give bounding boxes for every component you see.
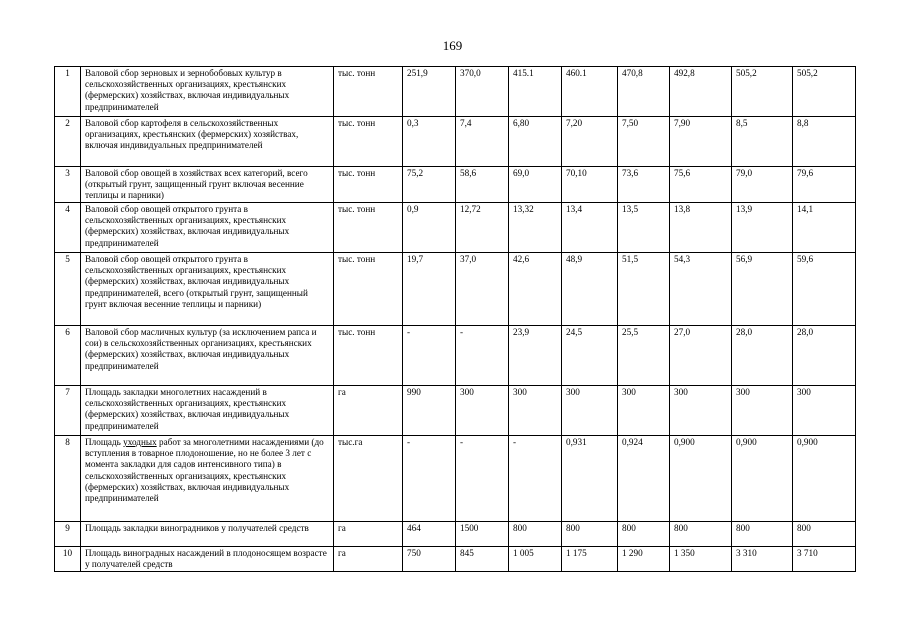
- value-cell: 0,931: [562, 436, 618, 522]
- value-cell: 1500: [456, 522, 509, 547]
- value-cell: 1 175: [562, 547, 618, 572]
- value-cell: 56,9: [732, 253, 793, 326]
- value-cell: -: [456, 436, 509, 522]
- value-cell: 79,0: [732, 167, 793, 203]
- value-cell: 54,3: [670, 253, 732, 326]
- value-cell: 75,2: [403, 167, 456, 203]
- value-cell: 800: [793, 522, 856, 547]
- value-cell: 51,5: [618, 253, 670, 326]
- row-number: 8: [55, 436, 81, 522]
- row-number: 6: [55, 326, 81, 386]
- value-cell: 7,90: [670, 117, 732, 167]
- page-number: 169: [442, 38, 463, 53]
- value-cell: 0,900: [793, 436, 856, 522]
- row-number: 7: [55, 386, 81, 436]
- table-row: [55, 547, 856, 572]
- value-cell: 75,6: [670, 167, 732, 203]
- value-cell: -: [509, 436, 562, 522]
- value-cell: 492,8: [670, 67, 732, 117]
- value-cell: 505,2: [793, 67, 856, 117]
- value-cell: 505,2: [732, 67, 793, 117]
- value-cell: 27,0: [670, 326, 732, 386]
- table-row: [55, 117, 856, 167]
- value-cell: 0,900: [732, 436, 793, 522]
- table-row: [55, 253, 856, 326]
- value-cell: 300: [456, 386, 509, 436]
- value-cell: 800: [732, 522, 793, 547]
- indicator-name: Площадь закладки виноградников у получателей средств: [81, 522, 334, 547]
- value-cell: 300: [618, 386, 670, 436]
- table-row: [55, 386, 856, 436]
- value-cell: 3 310: [732, 547, 793, 572]
- value-cell: 70,10: [562, 167, 618, 203]
- value-cell: 1 005: [509, 547, 562, 572]
- value-cell: 42,6: [509, 253, 562, 326]
- value-cell: 3 710: [793, 547, 856, 572]
- value-cell: 470,8: [618, 67, 670, 117]
- value-cell: 23,9: [509, 326, 562, 386]
- value-cell: 25,5: [618, 326, 670, 386]
- row-number: 4: [55, 203, 81, 253]
- value-cell: 14,1: [793, 203, 856, 253]
- table-row: [55, 167, 856, 203]
- value-cell: 8,5: [732, 117, 793, 167]
- unit-cell: тыс. тонн: [334, 203, 403, 253]
- value-cell: 48,9: [562, 253, 618, 326]
- value-cell: 13,5: [618, 203, 670, 253]
- value-cell: 12,72: [456, 203, 509, 253]
- indicator-name-part: Площадь: [85, 437, 124, 447]
- value-cell: 0,9: [403, 203, 456, 253]
- value-cell: 0,3: [403, 117, 456, 167]
- value-cell: 800: [509, 522, 562, 547]
- value-cell: 7,50: [618, 117, 670, 167]
- value-cell: 7,4: [456, 117, 509, 167]
- indicator-name-underlined: уходных: [123, 437, 157, 447]
- value-cell: -: [456, 326, 509, 386]
- value-cell: 300: [732, 386, 793, 436]
- indicator-name: Площадь закладки многолетних насаждений в сельскохозяйственных организациях, крестьянских (фермерских) хозяйствах, включая индивидуальных предпринимателей: [81, 386, 334, 436]
- unit-cell: га: [334, 386, 403, 436]
- unit-cell: тыс. тонн: [334, 326, 403, 386]
- value-cell: 845: [456, 547, 509, 572]
- indicator-name: Валовой сбор овощей открытого грунта в сельскохозяйственных организациях, крестьянских (фермерских) хозяйствах, включая индивидуальных предпринимателей, всего (открытый грунт, защищенный грунт включая весенние теплицы и парники): [81, 253, 334, 326]
- value-cell: 19,7: [403, 253, 456, 326]
- value-cell: 37,0: [456, 253, 509, 326]
- indicator-name: Валовой сбор масличных культур (за исключением рапса и сои) в сельскохозяйственных организациях, крестьянских (фермерских) хозяйствах, включая индивидуальных предпринимателей: [81, 326, 334, 386]
- value-cell: 28,0: [732, 326, 793, 386]
- value-cell: 750: [403, 547, 456, 572]
- value-cell: 79,6: [793, 167, 856, 203]
- value-cell: 59,6: [793, 253, 856, 326]
- value-cell: 1 350: [670, 547, 732, 572]
- value-cell: 800: [618, 522, 670, 547]
- value-cell: 300: [509, 386, 562, 436]
- value-cell: 460.1: [562, 67, 618, 117]
- indicator-name: Валовой сбор овощей открытого грунта в сельскохозяйственных организациях, крестьянских (фермерских) хозяйствах, включая индивидуальных предпринимателей: [81, 203, 334, 253]
- indicators-table: [54, 66, 856, 572]
- unit-cell: тыс.га: [334, 436, 403, 522]
- unit-cell: тыс. тонн: [334, 67, 403, 117]
- unit-cell: га: [334, 522, 403, 547]
- indicator-name: Валовой сбор картофеля в сельскохозяйственных организациях, крестьянских (фермерских) хозяйствах, включая индивидуальных предпринимателей: [81, 117, 334, 167]
- value-cell: 13,4: [562, 203, 618, 253]
- indicator-name: Валовой сбор овощей в хозяйствах всех категорий, всего (открытый грунт, защищенный грунт включая весенние теплицы и парники): [81, 167, 334, 203]
- value-cell: 300: [793, 386, 856, 436]
- row-number: 9: [55, 522, 81, 547]
- value-cell: 0,924: [618, 436, 670, 522]
- value-cell: 13,8: [670, 203, 732, 253]
- indicator-name: [81, 436, 334, 522]
- value-cell: 7,20: [562, 117, 618, 167]
- value-cell: 300: [670, 386, 732, 436]
- value-cell: 990: [403, 386, 456, 436]
- unit-cell: га: [334, 547, 403, 572]
- value-cell: 24,5: [562, 326, 618, 386]
- table-row: [55, 522, 856, 547]
- value-cell: 13,32: [509, 203, 562, 253]
- value-cell: 800: [670, 522, 732, 547]
- value-cell: 251,9: [403, 67, 456, 117]
- value-cell: 464: [403, 522, 456, 547]
- indicator-name: Площадь виноградных насаждений в плодоносящем возрасте у получателей средств: [81, 547, 334, 572]
- row-number: 2: [55, 117, 81, 167]
- value-cell: -: [403, 436, 456, 522]
- value-cell: 300: [562, 386, 618, 436]
- value-cell: 370,0: [456, 67, 509, 117]
- value-cell: -: [403, 326, 456, 386]
- table-row: [55, 203, 856, 253]
- table-row: [55, 436, 856, 522]
- unit-cell: тыс. тонн: [334, 167, 403, 203]
- table-row: [55, 326, 856, 386]
- value-cell: 8,8: [793, 117, 856, 167]
- row-number: 1: [55, 67, 81, 117]
- value-cell: 800: [562, 522, 618, 547]
- value-cell: 415.1: [509, 67, 562, 117]
- indicator-name: Валовой сбор зерновых и зернобобовых культур в сельскохозяйственных организациях, крестьянских (фермерских) хозяйствах, включая индивидуальных предпринимателей: [81, 67, 334, 117]
- value-cell: 6,80: [509, 117, 562, 167]
- value-cell: 73,6: [618, 167, 670, 203]
- value-cell: 0,900: [670, 436, 732, 522]
- value-cell: 1 290: [618, 547, 670, 572]
- row-number: 5: [55, 253, 81, 326]
- row-number: 10: [55, 547, 81, 572]
- value-cell: 58,6: [456, 167, 509, 203]
- unit-cell: тыс. тонн: [334, 117, 403, 167]
- table-row: [55, 67, 856, 117]
- row-number: 3: [55, 167, 81, 203]
- value-cell: 69,0: [509, 167, 562, 203]
- indicator-name-part: работ за многолетними насаждениями (до вступления в товарное плодоношение, но не более 3 лет с момента закладки для садов интенсивного типа) в сельскохозяйственных организациях, крестьянских (фермерских) хозяйствах, включая индивидуальных предпринимателей: [85, 437, 324, 504]
- value-cell: 13,9: [732, 203, 793, 253]
- unit-cell: тыс. тонн: [334, 253, 403, 326]
- value-cell: 28,0: [793, 326, 856, 386]
